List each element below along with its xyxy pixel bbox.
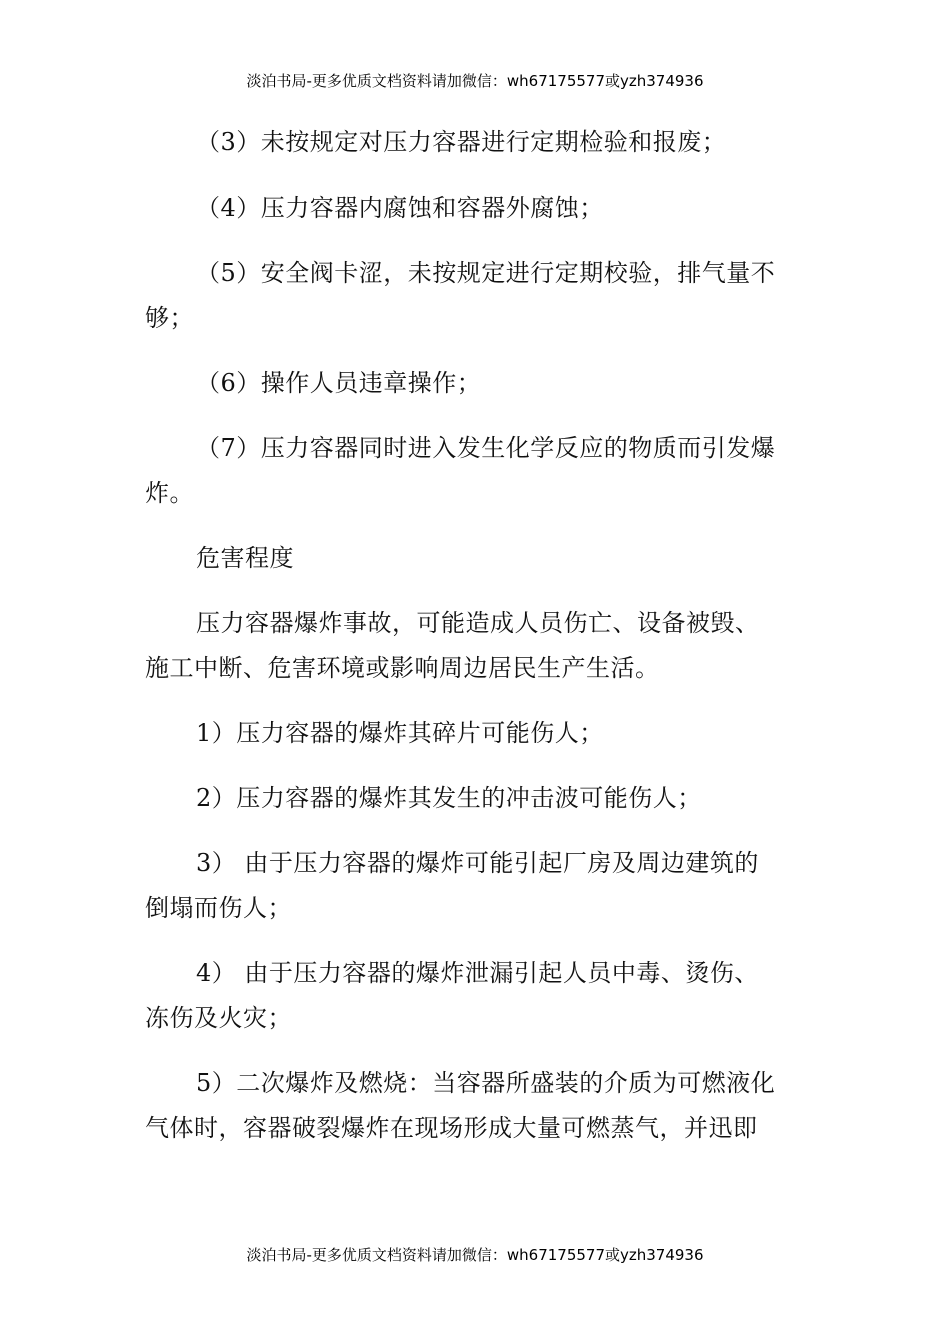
cause-item-7-line-2: 炸。: [145, 479, 194, 507]
hazard-point-2: 2）压力容器的爆炸其发生的冲击波可能伤人；: [196, 784, 702, 812]
section-heading: 危害程度: [196, 544, 294, 572]
hazard-point-5-line-1: 5）二次爆炸及燃烧：当容器所盛装的介质为可燃液化: [196, 1069, 776, 1097]
cause-item-7-line-1: （7）压力容器同时进入发生化学反应的物质而引发爆: [196, 434, 776, 462]
footer-watermark: 淡泊书局-更多优质文档资料请加微信：wh67175577或yzh374936: [246, 1246, 704, 1264]
hazard-point-5-line-2: 气体时，容器破裂爆炸在现场形成大量可燃蒸气，并迅即: [145, 1114, 758, 1142]
hazard-point-3-line-2: 倒塌而伤人；: [145, 894, 292, 922]
intro-paragraph-line-2: 施工中断、危害环境或影响周边居民生产生活。: [145, 654, 660, 682]
cause-item-3: （3）未按规定对压力容器进行定期检验和报废；: [196, 128, 727, 156]
header-watermark: 淡泊书局-更多优质文档资料请加微信：wh67175577或yzh374936: [246, 72, 704, 90]
hazard-point-3-line-1: 3） 由于压力容器的爆炸可能引起厂房及周边建筑的: [196, 849, 759, 877]
hazard-point-4-line-2: 冻伤及火灾；: [145, 1004, 292, 1032]
hazard-point-4-line-1: 4） 由于压力容器的爆炸泄漏引起人员中毒、烫伤、: [196, 959, 759, 987]
intro-paragraph-line-1: 压力容器爆炸事故，可能造成人员伤亡、设备被毁、: [196, 609, 760, 637]
cause-item-6: （6）操作人员违章操作；: [196, 369, 482, 397]
cause-item-5-line-2: 够；: [145, 304, 194, 332]
cause-item-4: （4）压力容器内腐蚀和容器外腐蚀；: [196, 194, 604, 222]
hazard-point-1: 1）压力容器的爆炸其碎片可能伤人；: [196, 719, 604, 747]
cause-item-5-line-1: （5）安全阀卡涩，未按规定进行定期校验，排气量不: [196, 259, 776, 287]
